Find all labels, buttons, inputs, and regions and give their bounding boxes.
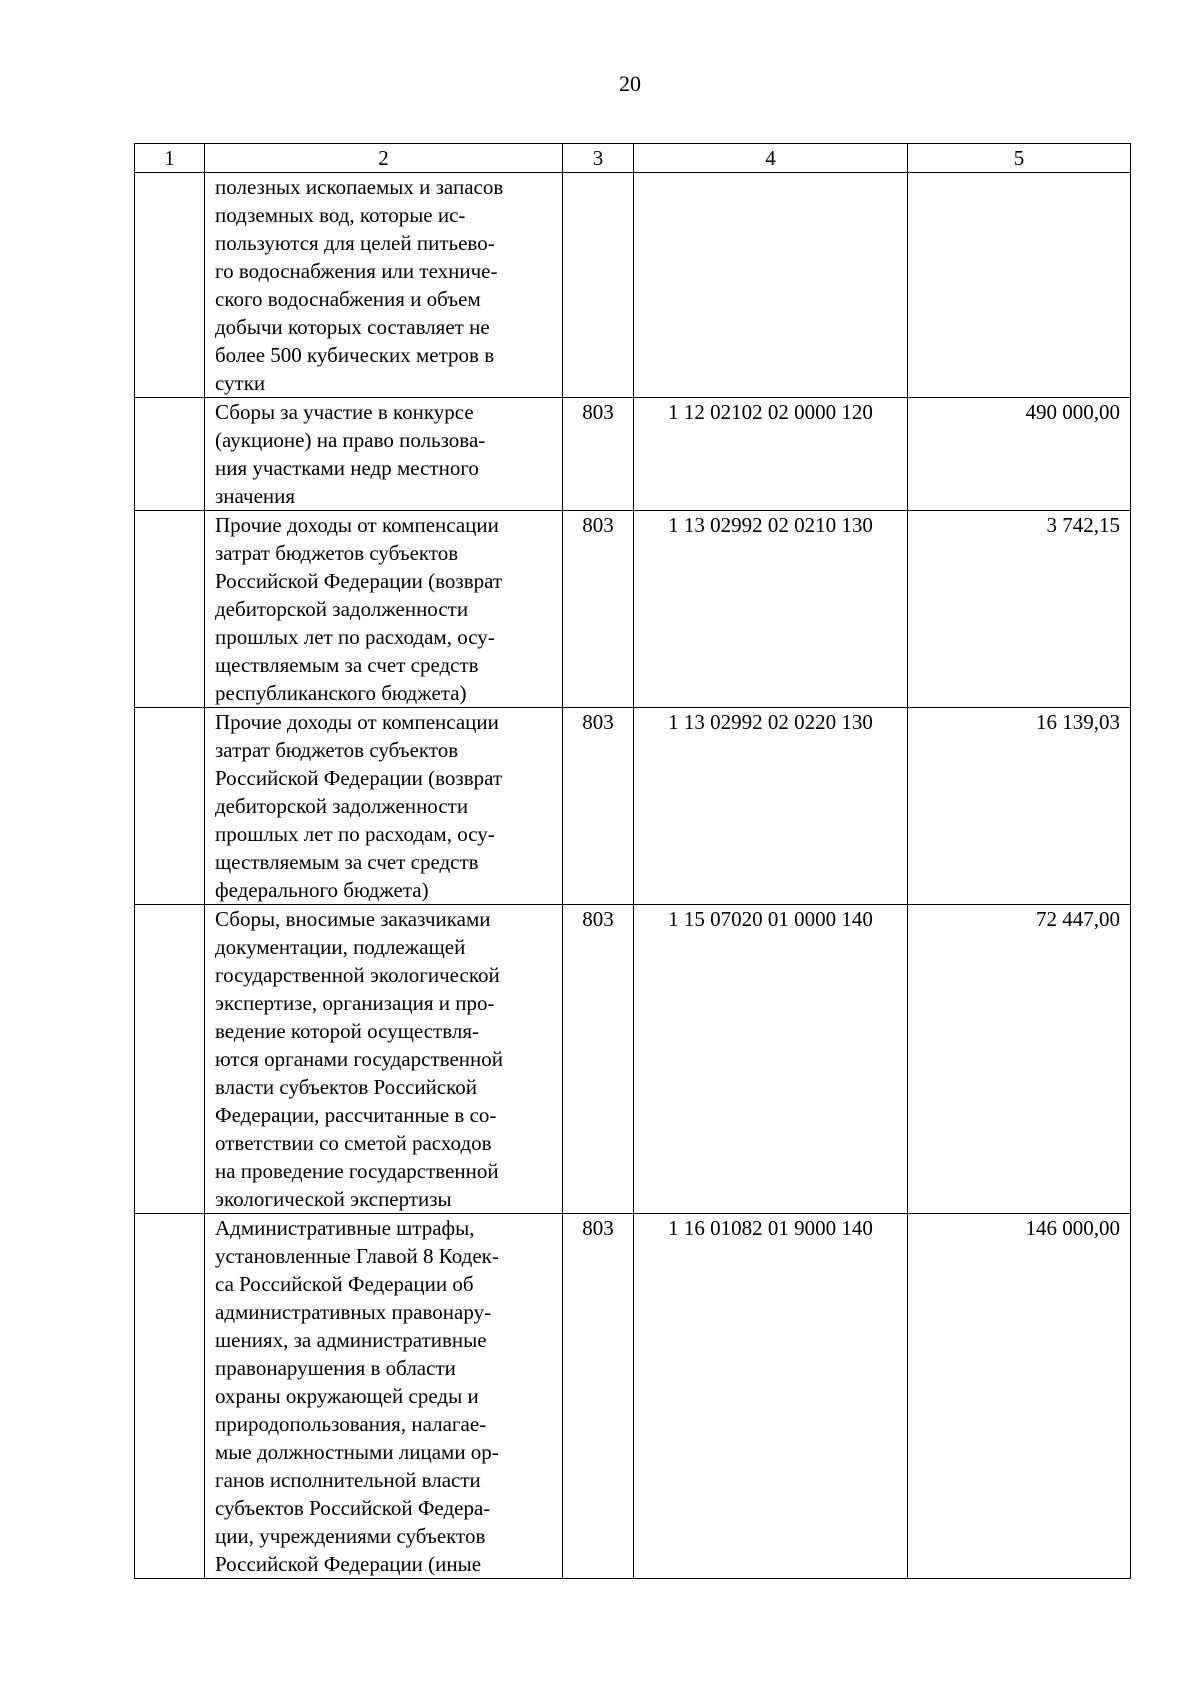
description-line: ния участками недр местного bbox=[215, 456, 479, 480]
column-header-1: 1 bbox=[135, 144, 205, 173]
description-line: ществляемым за счет средств bbox=[215, 850, 479, 874]
description-line: шениях, за административные bbox=[215, 1328, 487, 1352]
description-line: го водоснабжения или техниче- bbox=[215, 259, 498, 283]
amount-cell: 16 139,03 bbox=[908, 708, 1131, 905]
description-line: правонарушения в области bbox=[215, 1356, 456, 1380]
description-cell bbox=[205, 511, 563, 708]
description-line: ции, учреждениями субъектов bbox=[215, 1524, 486, 1548]
budget-code-cell: 1 13 02992 02 0220 130 bbox=[634, 708, 908, 905]
description-line: административных правонару- bbox=[215, 1300, 492, 1324]
budget-code-cell: 1 15 07020 01 0000 140 bbox=[634, 905, 908, 1214]
admin-code-cell: 803 bbox=[563, 511, 634, 708]
description-line: прошлых лет по расходам, осу- bbox=[215, 625, 495, 649]
row-number-cell bbox=[135, 398, 205, 511]
amount-cell: 72 447,00 bbox=[908, 905, 1131, 1214]
header-row bbox=[135, 144, 1131, 173]
table-row bbox=[135, 173, 1131, 398]
description-line: дебиторской задолженности bbox=[215, 597, 469, 621]
description-line: охраны окружающей среды и bbox=[215, 1384, 479, 1408]
description-line: Прочие доходы от компенсации bbox=[215, 513, 499, 537]
description-cell bbox=[205, 708, 563, 905]
row-number-cell bbox=[135, 708, 205, 905]
description-line: установленные Главой 8 Кодек- bbox=[215, 1244, 499, 1268]
budget-code-cell: 1 16 01082 01 9000 140 bbox=[634, 1214, 908, 1579]
description-line: республиканского бюджета) bbox=[215, 681, 467, 705]
description-line: дебиторской задолженности bbox=[215, 794, 469, 818]
description-line: са Российской Федерации об bbox=[215, 1272, 474, 1296]
description-line: добычи которых составляет не bbox=[215, 315, 490, 339]
description-line: (аукционе) на право пользова- bbox=[215, 428, 486, 452]
description-line: Российской Федерации (возврат bbox=[215, 766, 503, 790]
description-line: Сборы за участие в конкурсе bbox=[215, 400, 474, 424]
description-line: Федерации, рассчитанные в со- bbox=[215, 1103, 497, 1127]
description-line: власти субъектов Российской bbox=[215, 1075, 478, 1099]
column-header-3: 3 bbox=[563, 144, 634, 173]
admin-code-cell: 803 bbox=[563, 708, 634, 905]
description-line: ского водоснабжения и объем bbox=[215, 287, 481, 311]
admin-code-cell bbox=[563, 173, 634, 398]
description-line: ществляемым за счет средств bbox=[215, 653, 479, 677]
description-line: затрат бюджетов субъектов bbox=[215, 541, 459, 565]
description-line: Административные штрафы, bbox=[215, 1216, 475, 1240]
budget-code-cell: 1 13 02992 02 0210 130 bbox=[634, 511, 908, 708]
table-header bbox=[135, 144, 1131, 173]
row-number-cell bbox=[135, 905, 205, 1214]
column-header-2: 2 bbox=[205, 144, 563, 173]
admin-code-cell: 803 bbox=[563, 1214, 634, 1579]
description-line: федерального бюджета) bbox=[215, 878, 429, 902]
description-line: мые должностными лицами ор- bbox=[215, 1440, 499, 1464]
description-line: природопользования, налагае- bbox=[215, 1412, 487, 1436]
description-cell bbox=[205, 905, 563, 1214]
description-line: Российской Федерации (возврат bbox=[215, 569, 503, 593]
description-line: документации, подлежащей bbox=[215, 935, 466, 959]
admin-code-cell: 803 bbox=[563, 905, 634, 1214]
description-line: Российской Федерации (иные bbox=[215, 1552, 482, 1576]
description-line: экологической экспертизы bbox=[215, 1187, 452, 1211]
row-number-cell bbox=[135, 173, 205, 398]
column-header-4: 4 bbox=[634, 144, 908, 173]
page-number: 20 bbox=[619, 71, 641, 96]
table-row bbox=[135, 398, 1131, 511]
description-line: ются органами государственной bbox=[215, 1047, 504, 1071]
revenue-table bbox=[134, 143, 1131, 1579]
description-cell bbox=[205, 173, 563, 398]
description-line: Сборы, вносимые заказчиками bbox=[215, 907, 491, 931]
admin-code-cell: 803 bbox=[563, 398, 634, 511]
description-line: прошлых лет по расходам, осу- bbox=[215, 822, 495, 846]
description-cell bbox=[205, 1214, 563, 1579]
table-row bbox=[135, 708, 1131, 905]
description-line: полезных ископаемых и запасов bbox=[215, 175, 504, 199]
description-line: пользуются для целей питьево- bbox=[215, 231, 495, 255]
description-line: Прочие доходы от компенсации bbox=[215, 710, 499, 734]
table-row bbox=[135, 1214, 1131, 1579]
description-line: субъектов Российской Федера- bbox=[215, 1496, 491, 1520]
description-line: экспертизе, организация и про- bbox=[215, 991, 495, 1015]
column-header-5: 5 bbox=[908, 144, 1131, 173]
description-line: затрат бюджетов субъектов bbox=[215, 738, 459, 762]
description-line: сутки bbox=[215, 371, 266, 395]
description-line: на проведение государственной bbox=[215, 1159, 499, 1183]
budget-code-cell: 1 12 02102 02 0000 120 bbox=[634, 398, 908, 511]
row-number-cell bbox=[135, 511, 205, 708]
budget-code-cell bbox=[634, 173, 908, 398]
description-line: значения bbox=[215, 484, 296, 508]
amount-cell bbox=[908, 173, 1131, 398]
table-row bbox=[135, 511, 1131, 708]
description-line: ведение которой осуществля- bbox=[215, 1019, 479, 1043]
amount-cell: 146 000,00 bbox=[908, 1214, 1131, 1579]
description-cell bbox=[205, 398, 563, 511]
amount-cell: 490 000,00 bbox=[908, 398, 1131, 511]
description-line: более 500 кубических метров в bbox=[215, 343, 495, 367]
description-line: подземных вод, которые ис- bbox=[215, 203, 466, 227]
amount-cell: 3 742,15 bbox=[908, 511, 1131, 708]
description-line: ответствии со сметой расходов bbox=[215, 1131, 492, 1155]
description-line: ганов исполнительной власти bbox=[215, 1468, 481, 1492]
row-number-cell bbox=[135, 1214, 205, 1579]
table-row bbox=[135, 905, 1131, 1214]
table-body bbox=[135, 173, 1131, 1579]
description-line: государственной экологической bbox=[215, 963, 500, 987]
